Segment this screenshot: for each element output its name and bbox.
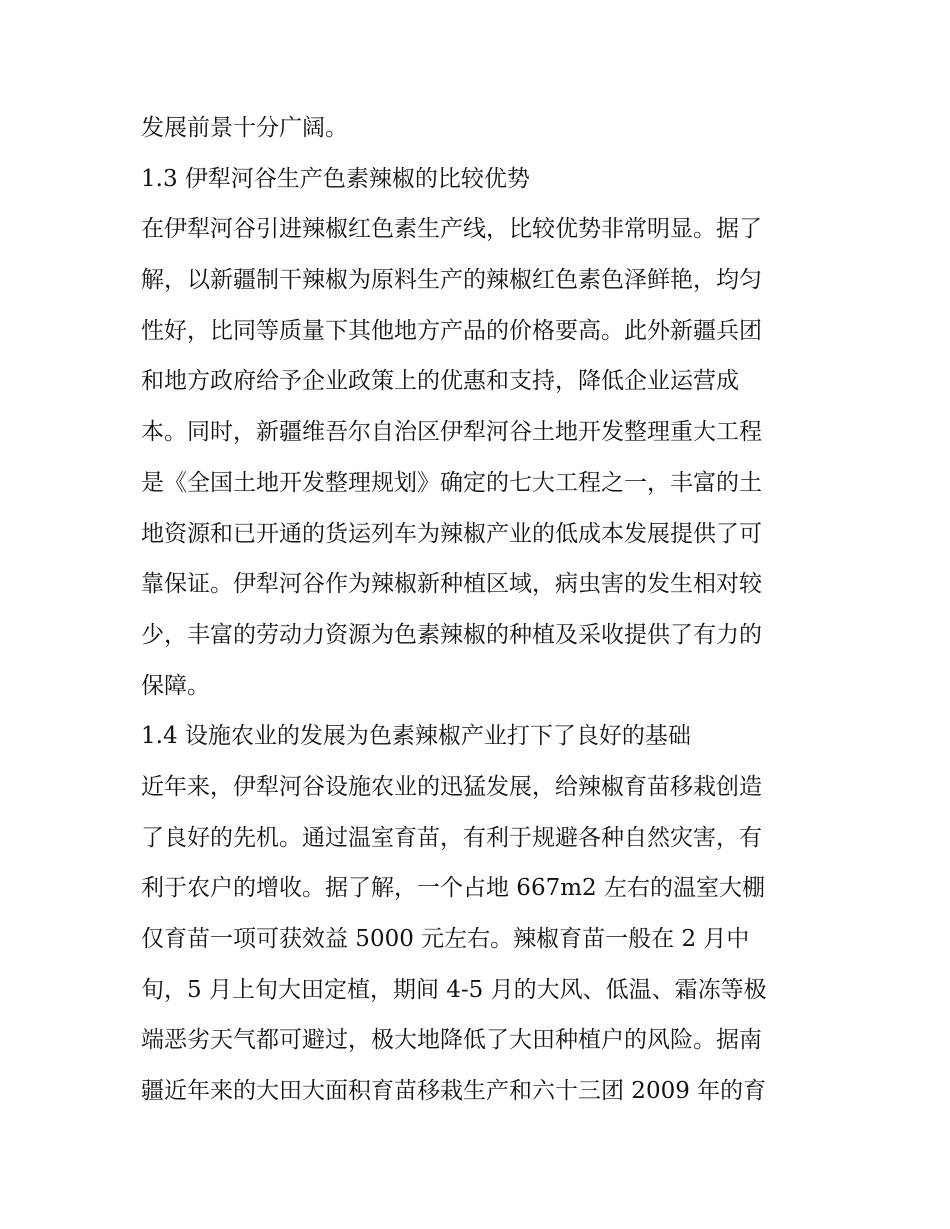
text-line: 端恶劣天气都可避过，极大地降低了大田种植户的风险。据南 (141, 1027, 762, 1054)
text-line: 解，以新疆制干辣椒为原料生产的辣椒红色素色泽鲜艳，均匀 (141, 267, 762, 294)
text-line: 少，丰富的劳动力资源为色素辣椒的种植及采收提供了有力的 (141, 621, 762, 648)
text-line: 是《全国土地开发整理规划》确定的七大工程之一，丰富的土 (141, 469, 762, 496)
text-line: 在伊犁河谷引进辣椒红色素生产线，比较优势非常明显。据了 (141, 216, 762, 243)
section-heading-1-4: 1.4 设施农业的发展为色素辣椒产业打下了良好的基础 (141, 723, 691, 750)
text-line: 了良好的先机。通过温室育苗，有利于规避各种自然灾害，有 (141, 824, 762, 851)
text-line: 旬，5 月上旬大田定植，期间 4-5 月的大风、低温、霜冻等极 (141, 976, 767, 1003)
text-line: 疆近年来的大田大面积育苗移栽生产和六十三团 2009 年的育 (141, 1078, 767, 1105)
text-line: 利于农户的增收。据了解，一个占地 667m2 左右的温室大棚 (141, 875, 765, 902)
text-line: 仅育苗一项可获效益 5000 元左右。辣椒育苗一般在 2 月中 (141, 926, 750, 952)
text-line: 保障。 (141, 672, 210, 699)
text-line: 性好，比同等质量下其他地方产品的价格要高。此外新疆兵团 (141, 317, 762, 344)
text-line: 靠保证。伊犁河谷作为辣椒新种植区域，病虫害的发生相对较 (141, 571, 762, 598)
section-heading-1-3: 1.3 伊犁河谷生产色素辣椒的比较优势 (141, 165, 530, 192)
body-text (141, 103, 821, 1117)
text-line: 本。同时，新疆维吾尔自治区伊犁河谷土地开发整理重大工程 (141, 419, 762, 446)
text-line: 近年来，伊犁河谷设施农业的迅猛发展，给辣椒育苗移栽创造 (141, 773, 762, 800)
text-line: 发展前景十分广阔。 (141, 115, 348, 141)
text-line: 和地方政府给予企业政策上的优惠和支持，降低企业运营成 (141, 368, 739, 395)
text-line: 地资源和已开通的货运列车为辣椒产业的低成本发展提供了可 (141, 520, 762, 547)
